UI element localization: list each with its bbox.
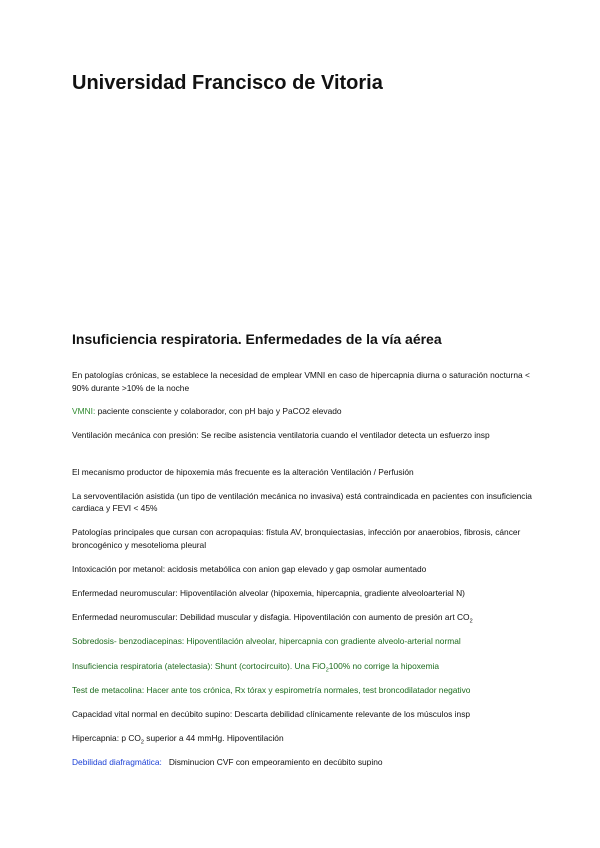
note-subscript: 2 (140, 739, 144, 746)
note-text: Intoxicación por metanol: acidosis metabólica con anion gap elevado y gap osmolar aumentado (72, 563, 427, 574)
note-text: Hipercapnia: p CO (72, 733, 141, 744)
note-text: Insuficiencia respiratoria (atelectasia): Shunt (cortocircuito). Una FiO (72, 660, 326, 671)
note-atelectasia (72, 660, 532, 684)
note-text-after: superior a 44 mmHg. Hipoventilación (143, 733, 284, 744)
page-title: Universidad Francisco de Vitoria (72, 72, 383, 94)
note-vmni-indicacion (72, 405, 532, 429)
note-label: VMNI: (72, 406, 96, 416)
note-text: Patologías principales que cursan con acropaquias: fístula AV, bronquiectasias, infección por anaerobios, fibrosis, cáncer broncogénico y mesotelioma pleural (72, 527, 521, 550)
note-label: Debilidad diafragmática: (72, 757, 162, 768)
note-benzodiacepinas (72, 635, 532, 659)
note-debilidad-diafragmatica (72, 756, 532, 780)
note-metacolina (72, 684, 532, 708)
note-hipercapnia (72, 732, 532, 756)
note-neuromuscular-hipoventilacion (72, 587, 532, 611)
note-text: Disminucion CVF con empeoramiento en decúbito supino (161, 757, 383, 768)
note-servoventilacion (72, 490, 532, 527)
note-subscript: 2 (469, 618, 473, 625)
note-text: paciente consciente y colaborador, con pH bajo y PaCO2 elevado (95, 406, 342, 416)
note-text: Enfermedad neuromuscular: Hipoventilación alveolar (hipoxemia, hipercapnia, gradiente alveoloarterial N) (72, 588, 465, 599)
note-text: Ventilación mecánica con presión: Se recibe asistencia ventilatoria cuando el ventilador detecta un esfuerzo insp (72, 430, 490, 441)
note-metanol (72, 563, 532, 587)
note-text: La servoventilación asistida (un tipo de ventilación mecánica no invasiva) está contraindicada en pacientes con insuficiencia cardiaca y FEVI < 45% (72, 490, 532, 514)
note-text: Sobredosis- benzodiacepinas: Hipoventilación alveolar, hipercapnia con gradiente alveolo-arterial normal (72, 636, 461, 647)
note-text: Capacidad vital normal en decúbito supino: Descarta debilidad clínicamente relevante de los músculos insp (72, 709, 471, 719)
note-text-after: 100% no corrige la hipoxemia (328, 660, 440, 671)
note-text: Test de metacolina: Hacer ante tos crónica, Rx tórax y espirometría normales, test broncodilatador negativo (72, 684, 471, 695)
note-vmni-cronicas (72, 369, 532, 405)
section-title: Insuficiencia respiratoria. Enfermedades de la vía aérea (72, 331, 442, 347)
note-subscript: 2 (325, 667, 329, 674)
note-text: En patologías crónicas, se establece la necesidad de emplear VMNI en caso de hipercapnia diurna o saturación nocturna < 90% durante >10% de la noche (72, 370, 530, 393)
note-acropaquias (72, 526, 532, 563)
notes-list (72, 369, 532, 781)
note-capacidad-vital (72, 708, 532, 732)
note-text: El mecanismo productor de hipoxemia más frecuente es la alteración Ventilación / Perfusión (72, 466, 414, 477)
note-text: Enfermedad neuromuscular: Debilidad muscular y disfagia. Hipoventilación con aumento de presión art CO (72, 612, 470, 623)
note-neuromuscular-disfagia (72, 611, 532, 635)
note-ventilacion-presion (72, 429, 532, 466)
note-mecanismo-hipoxemia (72, 466, 532, 490)
